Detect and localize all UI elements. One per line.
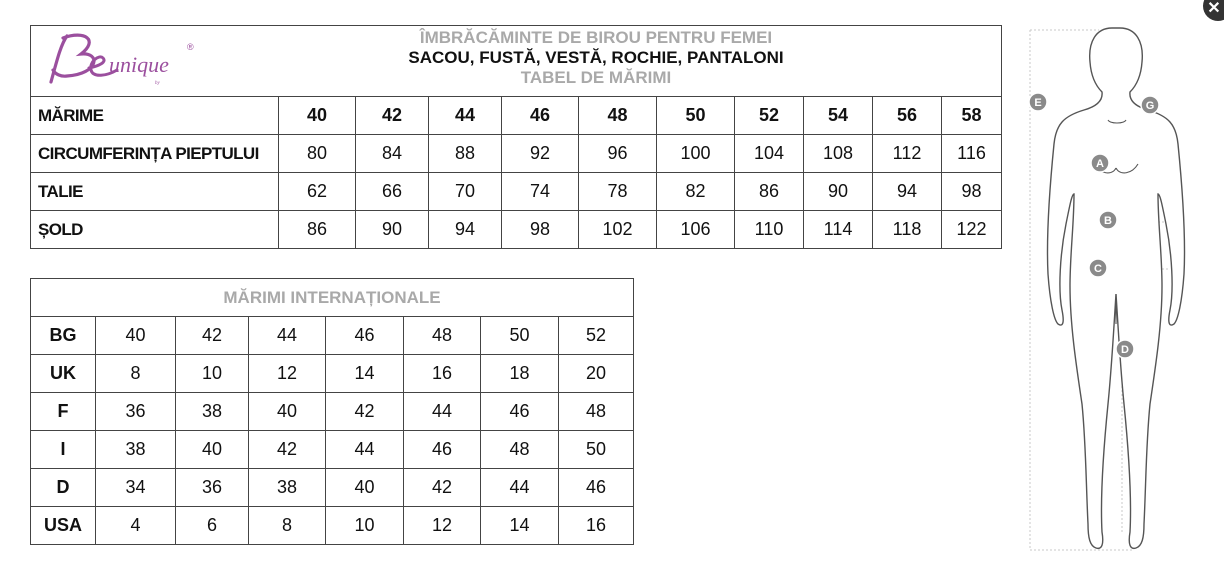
cell: 80 bbox=[279, 135, 356, 173]
cell: 4 bbox=[96, 507, 176, 545]
cell: 12 bbox=[404, 507, 481, 545]
body-measurement-figure bbox=[1024, 24, 1204, 556]
size-table-header bbox=[31, 26, 1002, 97]
cell: 86 bbox=[279, 211, 356, 249]
cell: 6 bbox=[176, 507, 249, 545]
svg-text:®: ® bbox=[187, 42, 194, 52]
table-row bbox=[31, 211, 1002, 249]
cell: 108 bbox=[804, 135, 873, 173]
marker-c bbox=[1089, 259, 1107, 277]
cell: 78 bbox=[579, 173, 657, 211]
row-label: I bbox=[31, 431, 96, 469]
cell: 38 bbox=[176, 393, 249, 431]
svg-text:D: D bbox=[1121, 344, 1129, 356]
cell: 16 bbox=[559, 507, 634, 545]
cell: 122 bbox=[942, 211, 1002, 249]
cell: 42 bbox=[249, 431, 326, 469]
cell: 48 bbox=[404, 317, 481, 355]
table-row bbox=[31, 135, 1002, 173]
cell: 100 bbox=[657, 135, 735, 173]
svg-text:G: G bbox=[1145, 100, 1155, 112]
cell: 44 bbox=[326, 431, 404, 469]
cell: 90 bbox=[804, 173, 873, 211]
cell: 44 bbox=[404, 393, 481, 431]
cell: 52 bbox=[559, 317, 634, 355]
cell: 38 bbox=[96, 431, 176, 469]
cell: 94 bbox=[873, 173, 942, 211]
cell: 58 bbox=[942, 97, 1002, 135]
row-label: CIRCUMFERINȚA PIEPTULUI bbox=[31, 135, 279, 173]
cell: 86 bbox=[735, 173, 804, 211]
close-icon[interactable]: ✕ bbox=[1203, 0, 1224, 21]
cell: 94 bbox=[429, 211, 502, 249]
size-table bbox=[30, 25, 1002, 249]
cell: 40 bbox=[249, 393, 326, 431]
cell: 16 bbox=[404, 355, 481, 393]
be-unique-logo bbox=[37, 30, 207, 92]
row-label: F bbox=[31, 393, 96, 431]
cell: 40 bbox=[176, 431, 249, 469]
cell: 46 bbox=[326, 317, 404, 355]
cell: 38 bbox=[249, 469, 326, 507]
cell: 106 bbox=[657, 211, 735, 249]
cell: 42 bbox=[176, 317, 249, 355]
row-label: D bbox=[31, 469, 96, 507]
cell: 70 bbox=[429, 173, 502, 211]
cell: 40 bbox=[279, 97, 356, 135]
cell: 42 bbox=[326, 393, 404, 431]
row-label: USA bbox=[31, 507, 96, 545]
cell: 104 bbox=[735, 135, 804, 173]
cell: 116 bbox=[942, 135, 1002, 173]
cell: 36 bbox=[176, 469, 249, 507]
cell: 92 bbox=[502, 135, 579, 173]
marker-d bbox=[1116, 340, 1134, 358]
cell: 44 bbox=[481, 469, 559, 507]
cell: 62 bbox=[279, 173, 356, 211]
cell: 10 bbox=[176, 355, 249, 393]
marker-a bbox=[1091, 154, 1109, 172]
cell: 90 bbox=[356, 211, 429, 249]
cell: 52 bbox=[735, 97, 804, 135]
svg-text:A: A bbox=[1096, 158, 1104, 170]
marker-g bbox=[1141, 96, 1159, 114]
row-label: TALIE bbox=[31, 173, 279, 211]
cell: 40 bbox=[326, 469, 404, 507]
cell: 102 bbox=[579, 211, 657, 249]
marker-e bbox=[1029, 93, 1047, 111]
header-line-2: SACOU, FUSTĂ, VESTĂ, ROCHIE, PANTALONI bbox=[408, 48, 784, 67]
cell: 82 bbox=[657, 173, 735, 211]
international-sizes-table bbox=[30, 278, 634, 545]
svg-text:C: C bbox=[1094, 263, 1102, 275]
cell: 74 bbox=[502, 173, 579, 211]
cell: 46 bbox=[559, 469, 634, 507]
cell: 44 bbox=[429, 97, 502, 135]
cell: 110 bbox=[735, 211, 804, 249]
cell: 84 bbox=[356, 135, 429, 173]
cell: 34 bbox=[96, 469, 176, 507]
cell: 50 bbox=[559, 431, 634, 469]
cell: 114 bbox=[804, 211, 873, 249]
row-label: UK bbox=[31, 355, 96, 393]
cell: 98 bbox=[502, 211, 579, 249]
svg-text:by: by bbox=[155, 81, 160, 86]
cell: 8 bbox=[249, 507, 326, 545]
row-label: MĂRIME bbox=[31, 97, 279, 135]
table-row bbox=[31, 97, 1002, 135]
cell: 48 bbox=[559, 393, 634, 431]
table-row bbox=[31, 393, 634, 431]
cell: 56 bbox=[873, 97, 942, 135]
cell: 20 bbox=[559, 355, 634, 393]
table-row bbox=[31, 431, 634, 469]
cell: 46 bbox=[404, 431, 481, 469]
cell: 50 bbox=[657, 97, 735, 135]
cell: 50 bbox=[481, 317, 559, 355]
cell: 88 bbox=[429, 135, 502, 173]
header-line-1: ÎMBRĂCĂMINTE DE BIROU PENTRU FEMEI bbox=[419, 28, 773, 47]
cell: 40 bbox=[96, 317, 176, 355]
cell: 42 bbox=[404, 469, 481, 507]
cell: 12 bbox=[249, 355, 326, 393]
cell: 44 bbox=[249, 317, 326, 355]
cell: 18 bbox=[481, 355, 559, 393]
cell: 54 bbox=[804, 97, 873, 135]
cell: 10 bbox=[326, 507, 404, 545]
cell: 96 bbox=[579, 135, 657, 173]
table-row bbox=[31, 173, 1002, 211]
cell: 46 bbox=[502, 97, 579, 135]
svg-text:E: E bbox=[1034, 97, 1042, 109]
cell: 48 bbox=[579, 97, 657, 135]
cell: 14 bbox=[326, 355, 404, 393]
cell: 8 bbox=[96, 355, 176, 393]
row-label: ȘOLD bbox=[31, 211, 279, 249]
cell: 48 bbox=[481, 431, 559, 469]
cell: 46 bbox=[481, 393, 559, 431]
table-row bbox=[31, 469, 634, 507]
cell: 98 bbox=[942, 173, 1002, 211]
marker-b bbox=[1099, 211, 1117, 229]
cell: 36 bbox=[96, 393, 176, 431]
svg-text:unique: unique bbox=[109, 52, 169, 77]
intl-table-title: MĂRIMI INTERNAȚIONALE bbox=[31, 279, 634, 317]
svg-text:B: B bbox=[1104, 215, 1112, 227]
cell: 14 bbox=[481, 507, 559, 545]
header-line-3: TABEL DE MĂRIMI bbox=[520, 68, 672, 87]
table-row bbox=[31, 507, 634, 545]
cell: 42 bbox=[356, 97, 429, 135]
cell: 118 bbox=[873, 211, 942, 249]
table-row bbox=[31, 355, 634, 393]
row-label: BG bbox=[31, 317, 96, 355]
cell: 66 bbox=[356, 173, 429, 211]
table-row bbox=[31, 317, 634, 355]
cell: 112 bbox=[873, 135, 942, 173]
